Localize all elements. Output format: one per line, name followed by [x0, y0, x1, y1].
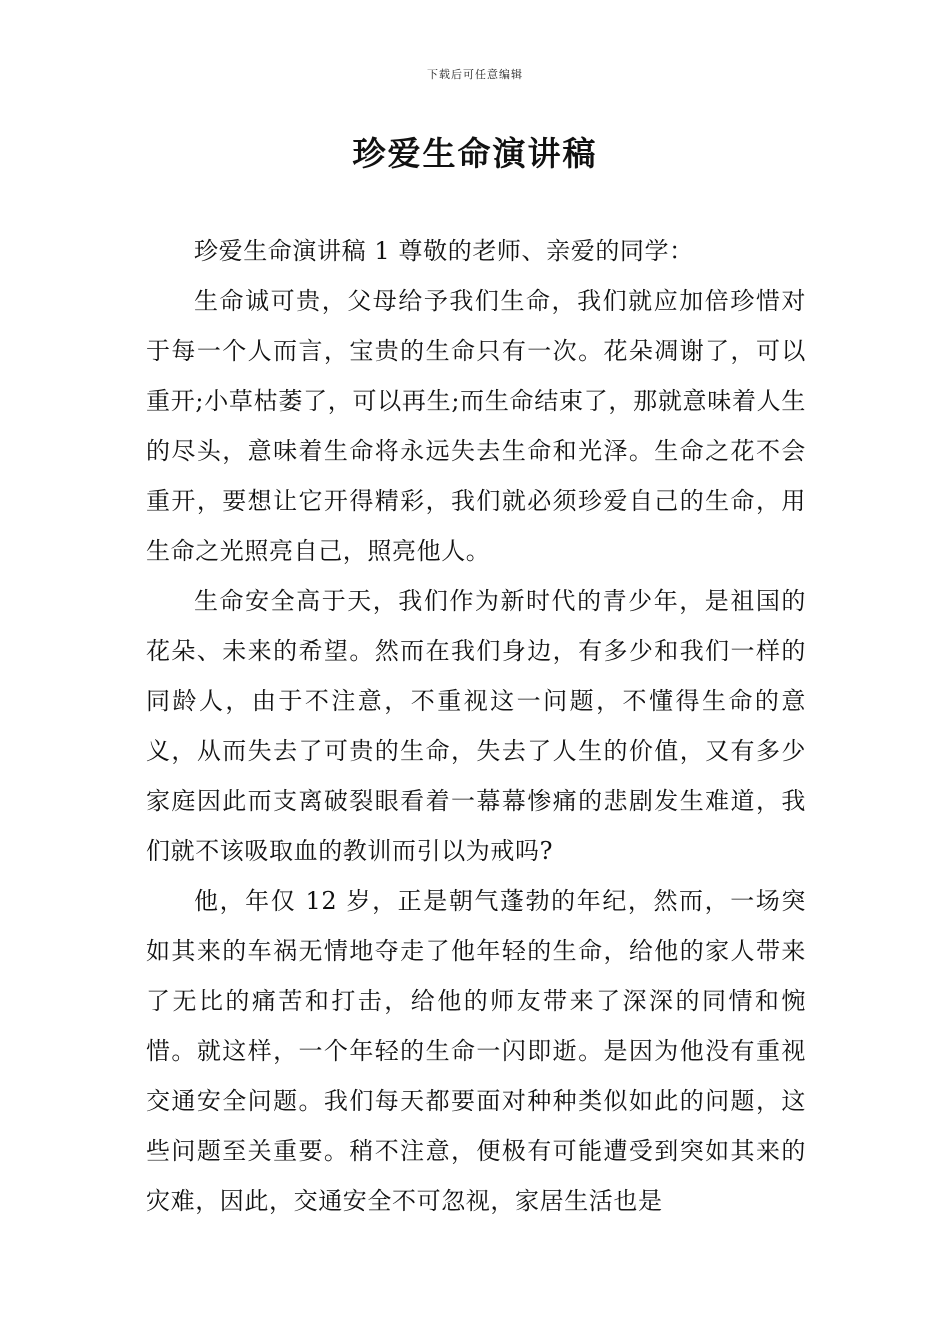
document-title: 珍爱生命演讲稿 — [352, 134, 598, 173]
paragraph-greeting: 珍爱生命演讲稿 1 尊敬的老师、亲爱的同学： — [194, 237, 694, 265]
paragraph-3: 他，年仅 12 岁，正是朝气蓬勃的年纪，然而，一场突如其来的车祸无情地夺走了他年轻的生命，给他的家人带来了无比的痛苦和打击，给他的师友带来了深深的同情和惋惜。就这样，一个年轻的生命一闪即逝。是因为他没有重视交通安全问题。我们每天都要面对种种类似如此的问题，这些问题至关重要。稍不注意，便极有可能遭受到突如其来的灾难，因此，交通安全不可忽视，家居生活也是 — [146, 887, 806, 1215]
paragraph-1: 生命诚可贵，父母给予我们生命，我们就应加倍珍惜对于每一个人而言，宝贵的生命只有一次。花朵凋谢了，可以重开;小草枯萎了，可以再生;而生命结束了，那就意味着人生的尽头，意味着生命将永远失去生命和光泽。生命之花不会重开，要想让它开得精彩，我们就必须珍爱自己的生命，用生命之光照亮自己，照亮他人。 — [146, 287, 806, 565]
paragraph-2: 生命安全高于天，我们作为新时代的青少年，是祖国的花朵、未来的希望。然而在我们身边，有多少和我们一样的同龄人，由于不注意，不重视这一问题，不懂得生命的意义，从而失去了可贵的生命，失去了人生的价值，又有多少家庭因此而支离破裂眼看着一幕幕惨痛的悲剧发生难道，我们就不该吸取血的教训而引以为戒吗? — [146, 587, 806, 865]
document-body — [146, 226, 806, 1226]
header-note: 下载后可任意编辑 — [427, 68, 523, 81]
